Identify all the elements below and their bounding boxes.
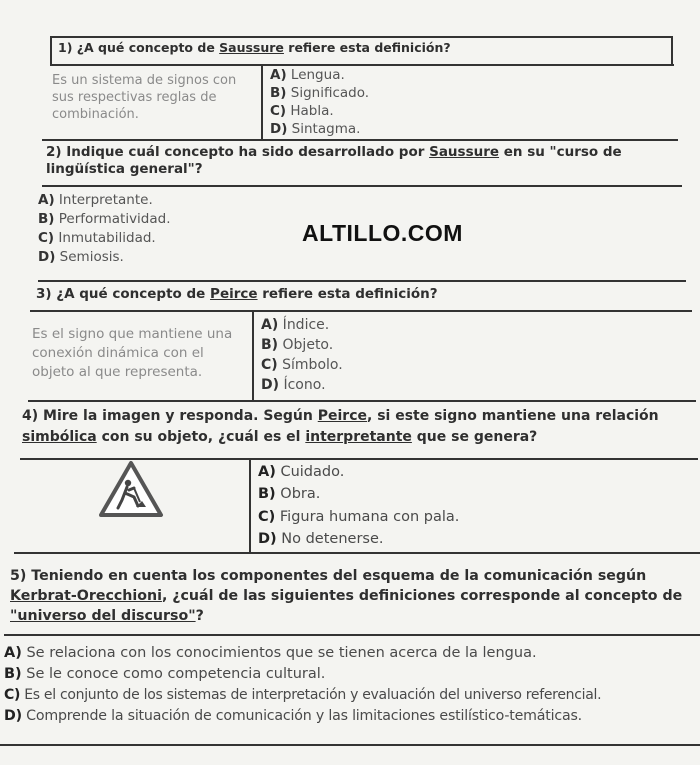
q2-option-c[interactable]: C) Inmutabilidad. — [38, 230, 156, 246]
q1-option-b[interactable]: B) Significado. — [270, 85, 370, 101]
divider — [30, 310, 692, 312]
q3-option-b[interactable]: B) Objeto. — [261, 337, 334, 353]
q1-option-c[interactable]: C) Habla. — [270, 103, 334, 119]
question-3: 3) ¿A qué concepto de Peirce refiere esta definición? — [36, 286, 438, 302]
divider — [14, 552, 700, 554]
divider — [42, 139, 678, 141]
divider — [38, 280, 686, 282]
divider — [4, 634, 700, 636]
table-bottom-border — [0, 744, 700, 746]
q3-option-c[interactable]: C) Símbolo. — [261, 357, 343, 373]
q5-option-d[interactable]: D) Comprende la situación de comunicación y las limitaciones estilístico-temáticas. — [4, 708, 582, 724]
table-right-border — [671, 36, 673, 66]
question-2: 2) Indique cuál concepto ha sido desarrollado por Saussure en su "curso de lingüística general"? — [46, 144, 622, 177]
question-5: 5) Teniendo en cuenta los componentes del esquema de la comunicación según Kerbrat-Orecchioni, ¿cuál de las siguientes definiciones corresponde al concepto de "universo del discurso"? — [10, 568, 683, 624]
q1-definition: Es un sistema de signos con sus respectivas reglas de combinación. — [52, 73, 237, 122]
divider — [28, 400, 696, 402]
question-1: 1) ¿A qué concepto de Saussure refiere esta definición? — [58, 40, 451, 55]
column-divider — [252, 310, 254, 400]
q2-option-d[interactable]: D) Semiosis. — [38, 249, 124, 265]
q4-option-d[interactable]: D) No detenerse. — [258, 531, 384, 547]
table-left-border — [50, 36, 52, 64]
column-divider — [261, 64, 263, 139]
q2-option-b[interactable]: B) Performatividad. — [38, 211, 171, 227]
column-divider — [249, 458, 251, 552]
watermark-logo: ALTILLO.COM — [302, 220, 463, 246]
q5-option-c[interactable]: C) Es el conjunto de los sistemas de interpretación y evaluación del universo referencial. — [4, 687, 602, 703]
q4-option-b[interactable]: B) Obra. — [258, 486, 321, 502]
q4-option-c[interactable]: C) Figura humana con pala. — [258, 509, 460, 525]
q3-option-d[interactable]: D) Ícono. — [261, 377, 326, 393]
q1-option-a[interactable]: A) Lengua. — [270, 67, 345, 83]
q4-option-a[interactable]: A) Cuidado. — [258, 464, 345, 480]
q5-option-b[interactable]: B) Se le conoce como competencia cultural. — [4, 666, 326, 682]
q5-option-a[interactable]: A) Se relaciona con los conocimientos que se tienen acerca de la lengua. — [4, 645, 537, 661]
q2-option-a[interactable]: A) Interpretante. — [38, 192, 153, 208]
q3-definition: Es el signo que mantiene una conexión dinámica con el objeto al que representa. — [32, 326, 233, 380]
divider — [42, 185, 682, 187]
table-top-border — [50, 36, 672, 38]
divider — [50, 64, 674, 66]
question-4: 4) Mire la imagen y responda. Según Peirce, si este signo mantiene una relación simbólica con su objeto, ¿cuál es el interpretante que se genera? — [22, 408, 659, 445]
q1-option-d[interactable]: D) Sintagma. — [270, 121, 361, 137]
road-work-warning-sign-icon — [98, 460, 164, 518]
q3-option-a[interactable]: A) Índice. — [261, 317, 330, 333]
